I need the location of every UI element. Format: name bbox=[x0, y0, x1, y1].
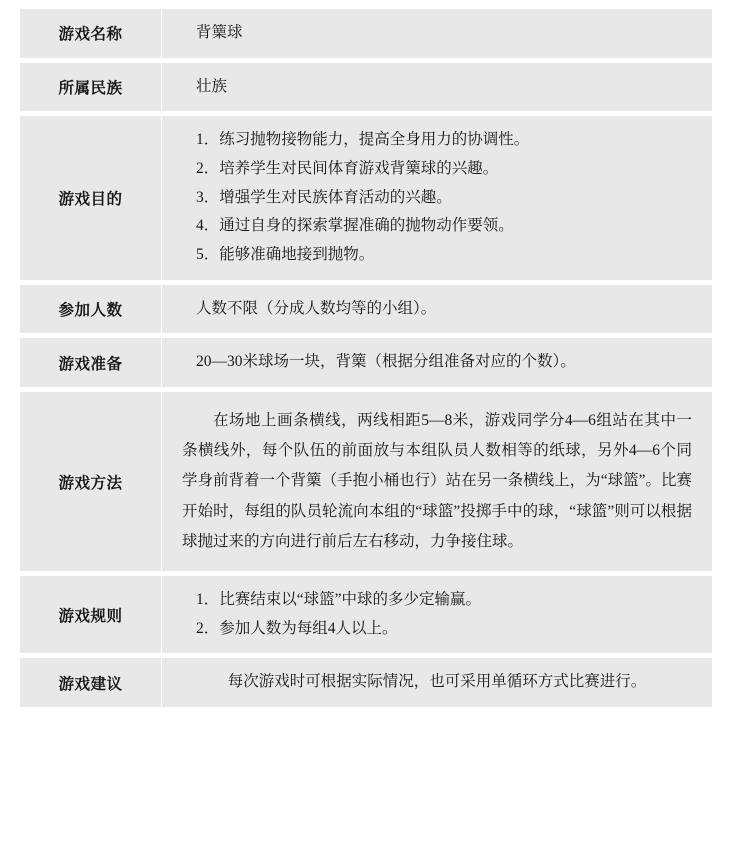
preparation-value: 20—30米球场一块，背篥（根据分组准备对应的个数）。 bbox=[196, 353, 576, 371]
table-row bbox=[20, 284, 713, 334]
row-label-ethnicity: 所属民族 bbox=[20, 62, 162, 112]
list-item: 2．培养学生对民间体育游戏背篥球的兴趣。 bbox=[196, 160, 499, 178]
list-item: 5．能够准确地接到抛物。 bbox=[196, 246, 375, 264]
purpose-list bbox=[196, 126, 698, 269]
row-content-method bbox=[162, 392, 713, 572]
row-label-rules: 游戏规则 bbox=[20, 576, 162, 654]
rules-list bbox=[196, 586, 698, 643]
row-content-ethnicity bbox=[162, 62, 713, 112]
suggestion-value: 每次游戏时可根据实际情况，也可采用单循环方式比赛进行。 bbox=[227, 673, 647, 691]
row-content-participants bbox=[162, 284, 713, 334]
method-paragraph: 在场地上画条横线，两线相距5—8米，游戏同学分4—6组站在其中一条横线外，每个队伍的前面放与本组队员人数相等的纸球，另外4—6个同学身前背着一个背篥（手抱小桶也行）站在另一条横线上，为“球篮”。比赛开始时，每组的队员轮流向本组的“球篮”投掷手中的球，“球篮”则可以根据球抛过来的方向进行前后左右移动，力争接住球。 bbox=[182, 412, 692, 550]
participants-value: 人数不限（分成人数均等的小组）。 bbox=[196, 299, 437, 317]
table-row bbox=[20, 116, 713, 280]
row-label-purpose: 游戏目的 bbox=[20, 116, 162, 280]
row-content-game-name bbox=[162, 9, 713, 59]
row-content-rules bbox=[162, 576, 713, 654]
list-item: 3．增强学生对民族体育活动的兴趣。 bbox=[196, 188, 452, 206]
row-label-suggestion: 游戏建议 bbox=[20, 658, 162, 708]
ethnicity-value: 壮族 bbox=[196, 77, 228, 95]
row-label-preparation: 游戏准备 bbox=[20, 338, 162, 388]
list-item: 2．参加人数为每组4人以上。 bbox=[196, 619, 398, 637]
game-info-table bbox=[19, 8, 713, 708]
row-label-game-name: 游戏名称 bbox=[20, 9, 162, 59]
table-row bbox=[20, 392, 713, 572]
table-row bbox=[20, 62, 713, 112]
row-label-participants: 参加人数 bbox=[20, 284, 162, 334]
row-content-preparation bbox=[162, 338, 713, 388]
list-item: 1．练习抛物接物能力，提高全身用力的协调性。 bbox=[196, 131, 530, 149]
row-content-suggestion bbox=[162, 658, 713, 708]
row-content-purpose bbox=[162, 116, 713, 280]
list-item: 4．通过自身的探索掌握准确的抛物动作要领。 bbox=[196, 217, 514, 235]
table-row bbox=[20, 576, 713, 654]
list-item: 1．比赛结束以“球篮”中球的多少定输赢。 bbox=[196, 591, 482, 609]
document-page bbox=[0, 8, 732, 857]
table-row bbox=[20, 338, 713, 388]
table-row bbox=[20, 9, 713, 59]
game-name-value: 背篥球 bbox=[196, 24, 243, 41]
table-row bbox=[20, 658, 713, 708]
row-label-method: 游戏方法 bbox=[20, 392, 162, 572]
table-body bbox=[20, 9, 713, 708]
